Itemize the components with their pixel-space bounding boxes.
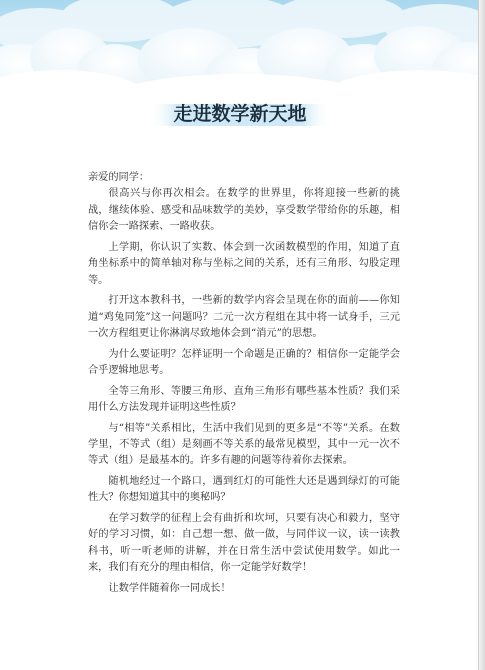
letter-paragraph: 上学期，你认识了实数、体会到一次函数模型的作用，知道了直角坐标系中的简单轴对称与坐标之间的关系，还有三角形、勾股定理等。 (88, 241, 400, 286)
page-title: 走进数学新天地 (173, 103, 307, 125)
letter-greeting: 亲爱的同学： (88, 172, 150, 183)
letter-paragraph: 随机地经过一个路口，遇到红灯的可能性大还是遇到绿灯的可能性大？你想知道其中的奥秘吗？ (88, 476, 400, 504)
title-block (150, 101, 330, 127)
letter-paragraph: 在学习数学的征程上会有曲折和坎坷，只要有决心和毅力，坚守好的学习习惯，如：自己想一想、做一做，与同伴议一议，读一读教科书，听一听老师的讲解，并在日常生活中尝试使用数学。如此一来，我们有充分的理由相信，你一定能学好数学！ (88, 513, 400, 574)
letter-closing: 让数学伴随着你一同成长！ (108, 582, 231, 594)
letter-body (88, 170, 400, 601)
page-edge-shadow (478, 0, 485, 670)
cloud-banner-graphic (0, 0, 479, 150)
letter-paragraph: 为什么要证明？怎样证明一个命题是正确的？相信你一定能学会合乎逻辑地思考。 (88, 348, 400, 377)
letter-paragraph: 全等三角形、等腰三角形、直角三角形有哪些基本性质？我们采用什么方法发现并证明这些性质？ (88, 385, 400, 414)
cloud-sky-banner (0, 0, 479, 150)
letter-paragraph: 打开这本教科书，一些新的数学内容会呈现在你的面前——你知道“鸡兔同笼”这一问题吗？二元一次方程组在其中将一试身手，三元一次方程组更让你淋漓尽致地体会到“消元”的思想。 (88, 295, 400, 340)
letter-paragraph: 与“相等”关系相比，生活中我们见到的更多是“不等”关系。在数学里，不等式（组）是刻画不等关系的最常见模型，其中一元一次不等式（组）是最基本的。许多有趣的问题等待着你去探索。 (88, 422, 400, 467)
letter-paragraph: 很高兴与你再次相会。在数学的世界里，你将迎接一些新的挑战，继续体验、感受和品味数学的美妙，享受数学带给你的乐趣，相信你会一路探索、一路收获。 (88, 188, 400, 233)
